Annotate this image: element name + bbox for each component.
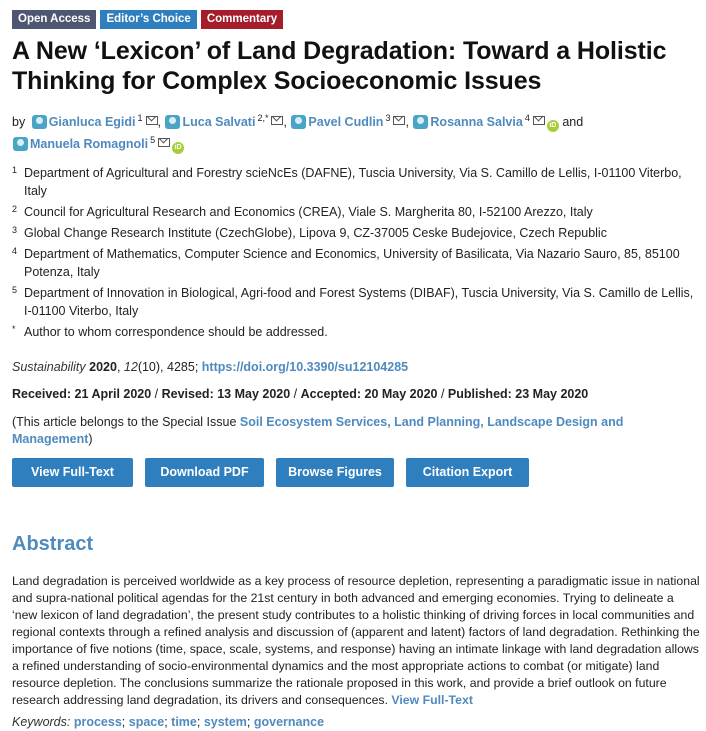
author-name[interactable]: Rosanna Salvia: [430, 115, 523, 130]
and-label: and: [562, 115, 584, 130]
revised-date: Revised: 13 May 2020: [161, 387, 291, 402]
mail-icon[interactable]: [533, 116, 545, 125]
affiliation-text: Council for Agricultural Research and Economics (CREA), Viale S. Margherita 80, I-52100 Arezzo, Italy: [24, 205, 593, 220]
author-name[interactable]: Gianluca Egidi: [48, 115, 136, 130]
article-page: [12, 10, 700, 731]
author-name[interactable]: Manuela Romagnoli: [30, 137, 149, 152]
author-name[interactable]: Pavel Cudlin: [308, 115, 384, 130]
orcid-icon[interactable]: iD: [172, 142, 184, 154]
affiliation-text: Department of Innovation in Biological, Agri-food and Forest Systems (DIBAF), Tuscia University, Via S. Camillo de Lellis, I-01100 Viterbo, Italy: [24, 286, 694, 319]
profile-icon: [291, 115, 306, 129]
author-sup: 1: [137, 113, 143, 123]
keywords-label: Keywords:: [12, 715, 71, 730]
mail-icon[interactable]: [158, 138, 170, 147]
citation-volume: 12: [123, 360, 138, 375]
download-pdf-button[interactable]: Download PDF: [145, 458, 264, 487]
citation-year: 2020: [89, 360, 117, 375]
affiliation-list: [12, 164, 700, 341]
affiliation-number: 5: [12, 285, 18, 296]
accepted-date: Accepted: 20 May 2020: [300, 387, 438, 402]
journal-name: Sustainability: [12, 360, 86, 375]
keywords-line: Keywords: process; space; time; system; governance: [12, 715, 325, 730]
special-issue-link[interactable]: Soil Ecosystem Services, Land Planning, Landscape Design and Management: [12, 415, 624, 447]
mail-icon[interactable]: [271, 116, 283, 125]
author-salvati[interactable]: [164, 115, 283, 129]
published-date: Published: 23 May 2020: [447, 387, 589, 402]
affiliation-text: Global Change Research Institute (CzechGlobe), Lipova 9, CZ-37005 Ceske Budejovice, Czech Republic: [24, 226, 607, 241]
publication-dates: Received: 21 April 2020 / Revised: 13 May 2020 / Accepted: 20 May 2020 / Published: 23 May 2020: [12, 387, 589, 402]
profile-icon: [413, 115, 428, 129]
affiliation-text: Author to whom correspondence should be addressed.: [24, 325, 328, 340]
view-full-text-button[interactable]: View Full-Text: [12, 458, 133, 487]
keyword-link[interactable]: system: [203, 715, 247, 730]
abstract-body: [12, 573, 700, 709]
author-sup: 3: [385, 113, 391, 123]
affiliation-item: [12, 224, 700, 242]
profile-icon: [13, 137, 28, 151]
open-access-badge[interactable]: Open Access: [12, 10, 96, 29]
commentary-badge[interactable]: Commentary: [201, 10, 283, 29]
citation-export-button[interactable]: Citation Export: [406, 458, 529, 487]
abstract-view-full-text-link[interactable]: View Full-Text: [391, 693, 473, 708]
doi-link[interactable]: https://doi.org/10.3390/su12104285: [201, 360, 409, 375]
author-sup: 4: [524, 113, 530, 123]
special-issue-note: [12, 414, 700, 448]
editors-choice-badge[interactable]: Editor’s Choice: [100, 10, 196, 29]
keyword-link[interactable]: process: [73, 715, 122, 730]
author-sup: 5: [150, 135, 156, 146]
citation-line: Sustainability 2020, 12(10), 4285; https://doi.org/10.3390/su12104285: [12, 360, 409, 375]
author-romagnoli[interactable]: [12, 137, 184, 151]
mail-icon[interactable]: [393, 116, 405, 125]
affiliation-text: Department of Agricultural and Forestry scieNcEs (DAFNE), Tuscia University, Via S. Camillo de Lellis, I-01100 Viterbo, Italy: [24, 166, 682, 199]
author-name[interactable]: Luca Salvati: [182, 115, 256, 130]
affiliation-text: Department of Mathematics, Computer Science and Economics, University of Basilicata, Via Nazario Sauro, 85, 85100 Potenza, Italy: [24, 247, 680, 280]
special-issue-prefix: (This article belongs to the Special Issue: [12, 415, 237, 430]
author-cudlin[interactable]: [290, 115, 405, 129]
affiliation-number: 4: [12, 246, 18, 257]
author-salvia[interactable]: [412, 115, 558, 129]
affiliation-item: [12, 203, 700, 221]
affiliation-item: [12, 323, 700, 341]
affiliation-number: 3: [12, 225, 18, 236]
author-list: by Gianluca Egidi $^1$ , Luca Salvati $^{2,*}$ , Pavel Cudlin $^3$ , Rosanna Salvia $^4$iD and Manuela Romagnoli $^5$iD: [12, 110, 700, 154]
author-egidi[interactable]: [31, 115, 158, 129]
action-buttons: [12, 458, 700, 487]
author-sup: 2,*: [257, 113, 269, 123]
profile-icon: [32, 115, 47, 129]
citation-pages: 4285: [167, 360, 195, 375]
keyword-link[interactable]: time: [171, 715, 197, 730]
keyword-link[interactable]: space: [128, 715, 165, 730]
keyword-link[interactable]: governance: [253, 715, 325, 730]
special-issue-suffix: ): [88, 432, 93, 447]
abstract-heading: Abstract: [12, 533, 94, 556]
affiliation-item: [12, 284, 700, 320]
affiliation-number: 2: [12, 204, 18, 215]
article-title: A New ‘Lexicon’ of Land Degradation: Toward a Holistic Thinking for Complex Socioeconomic Issues: [12, 37, 667, 95]
orcid-icon[interactable]: iD: [547, 120, 559, 132]
received-date: Received: 21 April 2020: [12, 387, 152, 402]
abstract-text: Land degradation is perceived worldwide as a key process of resource depletion, representing a paradigmatic issue in national and supra-national political agendas for the 21st century in both advanced and emerging economies. Trying to delineate a ‘new lexicon of land degradation’, the present study contributes to a holistic thinking of driving forces in local communities and regional contexts through a refined analysis and discussion of (apparent and latent) factors of land degradation. Rethinking the importance of five notions (time, space, scale, systems, and response) having an intimate linkage with land degradation allows a refined understanding of socio-environmental dynamics and the most appropriate actions to combat (or mitigate) land resource depletion. The conclusions summarize the rationale proposed in this work, and provide a brief outlook on future research addressing land degradation, its drivers and consequences.: [12, 574, 700, 708]
affiliation-number: *: [12, 324, 16, 335]
browse-figures-button[interactable]: Browse Figures: [276, 458, 394, 487]
affiliation-item: [12, 164, 700, 200]
affiliation-item: [12, 245, 700, 281]
mail-icon[interactable]: [146, 116, 158, 125]
citation-issue: (10): [137, 360, 161, 375]
by-label: by: [12, 115, 26, 130]
profile-icon: [165, 115, 180, 129]
badge-row: [12, 10, 700, 29]
affiliation-number: 1: [12, 165, 18, 176]
